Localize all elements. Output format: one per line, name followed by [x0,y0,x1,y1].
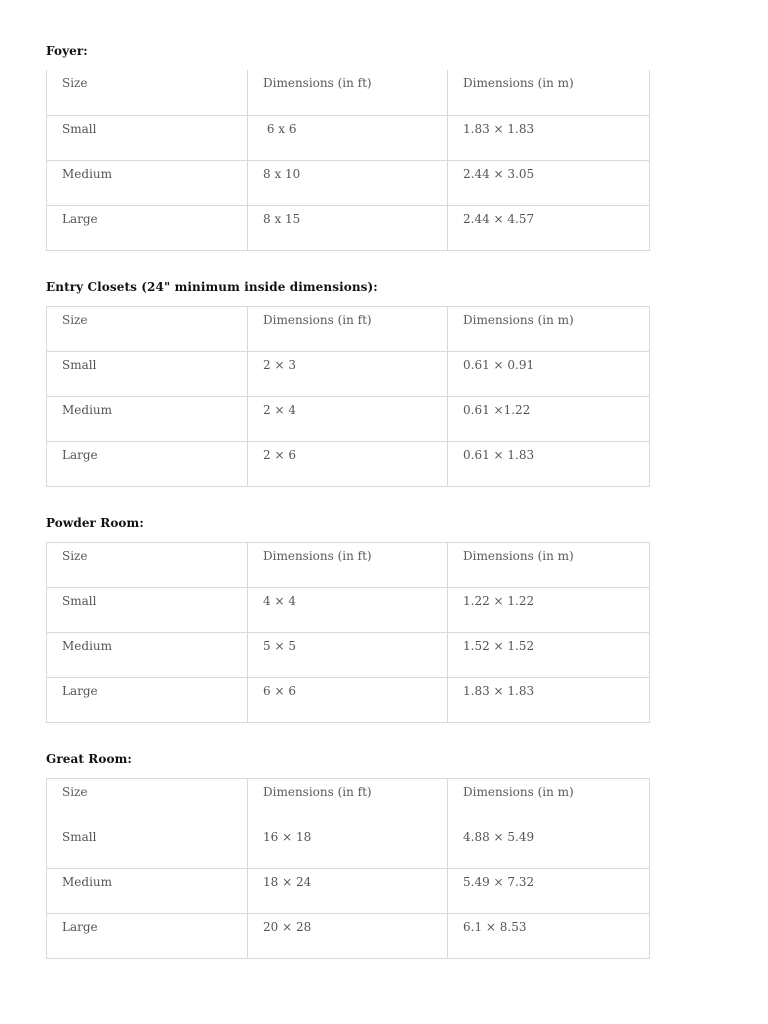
table-cell: Medium [47,633,248,678]
table-cell: Large [47,914,248,959]
table-cell: 1.52 × 1.52 [448,633,650,678]
table-cell: 5 × 5 [248,633,448,678]
table-row [47,115,650,160]
table-cell: 2 × 6 [248,442,448,487]
table-row [47,397,650,442]
header-cell-size: Size [47,70,248,115]
table-row [47,160,650,205]
table-cell: 1.22 × 1.22 [448,588,650,633]
header-cell-size: Size [47,307,248,352]
table-cell: 18 × 24 [248,869,448,914]
table-cell: Large [47,442,248,487]
header-cell-m: Dimensions (in m) [448,779,650,824]
table-header-row [47,307,650,352]
foyer-table [46,70,650,251]
table-cell: 16 × 18 [248,824,448,869]
entry-closets-table [46,306,650,487]
table-cell: Small [47,115,248,160]
table-row [47,588,650,633]
table-cell: 2.44 × 4.57 [448,205,650,250]
table-row [47,678,650,723]
table-cell: 6 × 6 [248,678,448,723]
table-cell: 6 x 6 [248,115,448,160]
table-cell: 1.83 × 1.83 [448,115,650,160]
table-cell: Medium [47,397,248,442]
header-cell-m: Dimensions (in m) [448,543,650,588]
header-cell-m: Dimensions (in m) [448,307,650,352]
table-cell: 0.61 × 1.83 [448,442,650,487]
table-cell: 2 × 4 [248,397,448,442]
table-header-row [47,779,650,824]
section-title-great-room: Great Room: [46,752,132,766]
table-cell: 5.49 × 7.32 [448,869,650,914]
table-header-row [47,70,650,115]
table-cell: 2.44 × 3.05 [448,160,650,205]
header-cell-m: Dimensions (in m) [448,70,650,115]
header-cell-size: Size [47,779,248,824]
table-cell: 6.1 × 8.53 [448,914,650,959]
table-cell: 1.83 × 1.83 [448,678,650,723]
table-cell: 0.61 × 0.91 [448,352,650,397]
table-cell: Small [47,352,248,397]
table-cell: 8 x 10 [248,160,448,205]
table-cell: 4.88 × 5.49 [448,824,650,869]
table-cell: Small [47,588,248,633]
powder-room-table [46,542,650,723]
table-cell: Large [47,678,248,723]
section-title-foyer: Foyer: [46,44,88,58]
table-cell: 2 × 3 [248,352,448,397]
table-header-row [47,543,650,588]
table-row [47,442,650,487]
section-title-entry-closets: Entry Closets (24" minimum inside dimensions): [46,280,378,294]
table-row [47,205,650,250]
section-title-powder-room: Powder Room: [46,516,144,530]
header-cell-size: Size [47,543,248,588]
table-row [47,914,650,959]
table-cell: 8 x 15 [248,205,448,250]
great-room-table [46,778,650,959]
table-cell: Small [47,824,248,869]
header-cell-ft: Dimensions (in ft) [248,779,448,824]
header-cell-ft: Dimensions (in ft) [248,543,448,588]
table-row [47,824,650,869]
table-cell: 20 × 28 [248,914,448,959]
header-cell-ft: Dimensions (in ft) [248,307,448,352]
table-cell: 4 × 4 [248,588,448,633]
table-cell: 0.61 ×1.22 [448,397,650,442]
header-cell-ft: Dimensions (in ft) [248,70,448,115]
table-cell: Medium [47,869,248,914]
table-cell: Medium [47,160,248,205]
table-row [47,633,650,678]
table-cell: Large [47,205,248,250]
table-row [47,869,650,914]
table-row [47,352,650,397]
